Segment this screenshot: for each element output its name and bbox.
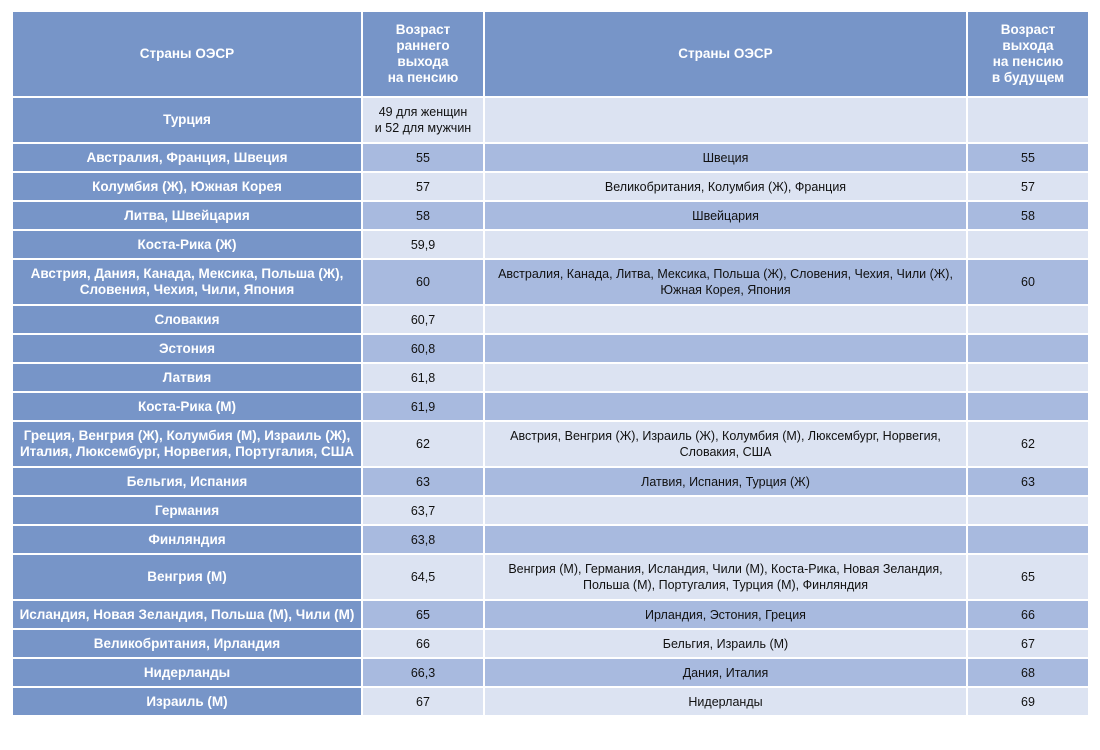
future-age-cell: 62 [967,421,1089,467]
table-row [12,600,1089,629]
early-countries-cell: Коста-Рика (М) [12,392,362,421]
header-row [12,11,1089,97]
future-countries-cell [484,496,967,525]
table-row [12,259,1089,305]
early-countries-cell: Австрия, Дания, Канада, Мексика, Польша (Ж), Словения, Чехия, Чили, Япония [12,259,362,305]
future-countries-cell: Австралия, Канада, Литва, Мексика, Польша (Ж), Словения, Чехия, Чили (Ж), Южная Корея, Япония [484,259,967,305]
table-row [12,143,1089,172]
header-early-countries: Страны ОЭСР [12,11,362,97]
early-age-cell: 49 для женщин и 52 для мужчин [362,97,484,143]
header-future-countries: Страны ОЭСР [484,11,967,97]
table-row [12,172,1089,201]
early-age-cell: 65 [362,600,484,629]
early-countries-cell: Финляндия [12,525,362,554]
table-row [12,334,1089,363]
future-age-cell: 58 [967,201,1089,230]
early-countries-cell: Великобритания, Ирландия [12,629,362,658]
early-countries-cell: Исландия, Новая Зеландия, Польша (М), Чили (М) [12,600,362,629]
future-age-cell [967,363,1089,392]
early-age-cell: 63 [362,467,484,496]
future-countries-cell: Великобритания, Колумбия (Ж), Франция [484,172,967,201]
future-countries-cell [484,392,967,421]
table-row [12,421,1089,467]
future-age-cell: 60 [967,259,1089,305]
future-countries-cell [484,230,967,259]
future-countries-cell: Австрия, Венгрия (Ж), Израиль (Ж), Колумбия (М), Люксембург, Норвегия, Словакия, США [484,421,967,467]
future-countries-cell: Венгрия (М), Германия, Исландия, Чили (М), Коста-Рика, Новая Зеландия, Польша (М), Португалия, Турция (М), Финляндия [484,554,967,600]
early-age-cell: 60 [362,259,484,305]
early-countries-cell: Бельгия, Испания [12,467,362,496]
future-age-cell [967,496,1089,525]
future-countries-cell: Дания, Италия [484,658,967,687]
header-future-age: Возраст выхода на пенсию в будущем [967,11,1089,97]
early-age-cell: 60,7 [362,305,484,334]
future-age-cell: 63 [967,467,1089,496]
future-age-cell: 66 [967,600,1089,629]
early-countries-cell: Литва, Швейцария [12,201,362,230]
future-age-cell: 57 [967,172,1089,201]
table-row [12,230,1089,259]
future-age-cell [967,305,1089,334]
early-age-cell: 58 [362,201,484,230]
early-countries-cell: Латвия [12,363,362,392]
future-age-cell: 69 [967,687,1089,716]
early-age-cell: 61,8 [362,363,484,392]
early-countries-cell: Венгрия (М) [12,554,362,600]
future-countries-cell: Бельгия, Израиль (М) [484,629,967,658]
early-age-cell: 59,9 [362,230,484,259]
early-age-cell: 67 [362,687,484,716]
future-countries-cell [484,97,967,143]
future-age-cell [967,525,1089,554]
future-countries-cell [484,305,967,334]
header-early-age: Возраст раннего выхода на пенсию [362,11,484,97]
table-row [12,687,1089,716]
future-countries-cell [484,525,967,554]
early-age-cell: 60,8 [362,334,484,363]
early-countries-cell: Колумбия (Ж), Южная Корея [12,172,362,201]
early-countries-cell: Нидерланды [12,658,362,687]
future-age-cell [967,392,1089,421]
table-row [12,305,1089,334]
early-age-cell: 66,3 [362,658,484,687]
table-row [12,392,1089,421]
table-row [12,467,1089,496]
future-age-cell: 68 [967,658,1089,687]
early-countries-cell: Словакия [12,305,362,334]
early-countries-cell: Коста-Рика (Ж) [12,230,362,259]
early-age-cell: 63,8 [362,525,484,554]
early-countries-cell: Австралия, Франция, Швеция [12,143,362,172]
future-age-cell [967,97,1089,143]
early-age-cell: 63,7 [362,496,484,525]
future-countries-cell: Швеция [484,143,967,172]
early-countries-cell: Греция, Венгрия (Ж), Колумбия (М), Израиль (Ж), Италия, Люксембург, Норвегия, Португалия, США [12,421,362,467]
early-age-cell: 64,5 [362,554,484,600]
early-age-cell: 57 [362,172,484,201]
table-row [12,363,1089,392]
table-row [12,496,1089,525]
future-countries-cell: Швейцария [484,201,967,230]
early-age-cell: 61,9 [362,392,484,421]
early-countries-cell: Израиль (М) [12,687,362,716]
table-body [12,97,1089,716]
future-age-cell [967,230,1089,259]
retirement-age-table [11,10,1090,717]
table-row [12,554,1089,600]
early-age-cell: 62 [362,421,484,467]
future-countries-cell: Нидерланды [484,687,967,716]
future-countries-cell [484,363,967,392]
future-age-cell: 65 [967,554,1089,600]
future-countries-cell: Ирландия, Эстония, Греция [484,600,967,629]
early-age-cell: 66 [362,629,484,658]
early-countries-cell: Турция [12,97,362,143]
future-age-cell: 55 [967,143,1089,172]
table-row [12,658,1089,687]
table-row [12,201,1089,230]
table-row [12,97,1089,143]
early-countries-cell: Эстония [12,334,362,363]
early-age-cell: 55 [362,143,484,172]
table-row [12,525,1089,554]
future-countries-cell [484,334,967,363]
future-age-cell: 67 [967,629,1089,658]
future-countries-cell: Латвия, Испания, Турция (Ж) [484,467,967,496]
early-countries-cell: Германия [12,496,362,525]
table-row [12,629,1089,658]
future-age-cell [967,334,1089,363]
